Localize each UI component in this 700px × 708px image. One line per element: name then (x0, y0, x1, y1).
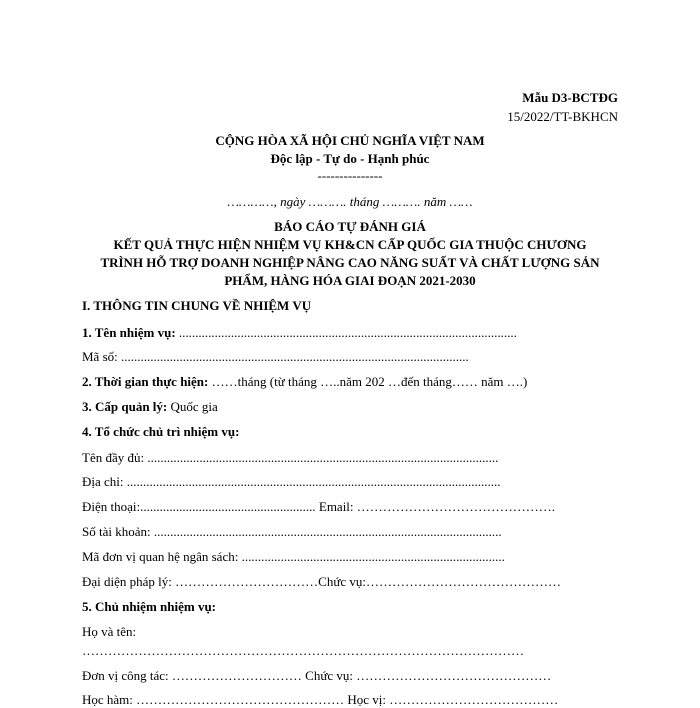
report-subtitle-line-2: TRÌNH HỖ TRỢ DOANH NGHIỆP NÂNG CAO NĂNG SUẤT VÀ CHẤT LƯỢNG SẢN (100, 255, 600, 270)
date-line: …………, ngày ………. tháng ………. năm …… (227, 194, 473, 209)
management-level-field (82, 399, 218, 415)
duration-text: ……tháng (từ tháng …..năm 202 …đến tháng…… năm ….) (208, 374, 528, 389)
country-name: CỘNG HÒA XÃ HỘI CHỦ NGHĨA VIỆT NAM (215, 133, 485, 148)
report-title: BÁO CÁO TỰ ĐÁNH GIÁ (274, 219, 426, 234)
person-name-label: Họ và tên: (82, 624, 137, 639)
budget-code-field: Mã đơn vị quan hệ ngân sách: ................................................................................. (82, 549, 505, 564)
task-name-dots: ........................................................................................................ (175, 325, 517, 340)
management-level-value: Quốc gia (167, 399, 218, 414)
form-code: Mẫu D3-BCTĐG (522, 90, 618, 105)
task-leader-heading: 5. Chủ nhiệm nhiệm vụ: (82, 599, 216, 614)
duration-label: 2. Thời gian thực hiện: (82, 374, 209, 389)
report-subtitle-line-3: PHẨM, HÀNG HÓA GIAI ĐOẠN 2021-2030 (224, 273, 476, 288)
account-field: Số tài khoản: ........................................................................................................... (82, 524, 502, 539)
national-motto: Độc lập - Tự do - Hạnh phúc (270, 151, 430, 166)
task-code-dots: ........................................................................................................... (117, 349, 469, 364)
legal-representative-field: Đại diện pháp lý: ……………………………Chức vụ:……………………………………… (82, 574, 561, 589)
motto-divider: --------------- (317, 168, 383, 183)
circular-number: 15/2022/TT-BKHCN (507, 109, 618, 124)
duration-field (82, 374, 527, 390)
task-code-field (82, 349, 469, 365)
section-heading: I. THÔNG TIN CHUNG VỀ NHIỆM VỤ (82, 298, 312, 313)
address-field: Địa chỉ: ................................................................................................................... (82, 474, 501, 489)
management-level-label: 3. Cấp quản lý: (82, 399, 168, 414)
report-subtitle-line-1: KẾT QUẢ THỰC HIỆN NHIỆM VỤ KH&CN CẤP QUỐC GIA THUỘC CHƯƠNG (113, 237, 587, 252)
task-code-label: Mã số: (82, 349, 118, 364)
academic-title-field: Học hàm: ………………………………………… Học vị: ………………………………… (82, 692, 559, 707)
host-organization-heading: 4. Tổ chức chủ trì nhiệm vụ: (82, 424, 240, 439)
person-name-dots: ………………………………………………………………………………………… (82, 643, 524, 658)
full-name-field: Tên đầy đủ: ............................................................................................................ (82, 450, 499, 465)
work-unit-field: Đơn vị công tác: ………………………… Chức vụ: ……………………………………… (82, 668, 552, 683)
task-name-label: 1. Tên nhiệm vụ: (82, 325, 176, 340)
task-name-field (82, 325, 517, 341)
phone-email-field: Điện thoại:...................................................... Email: ………………………………………. (82, 499, 556, 514)
